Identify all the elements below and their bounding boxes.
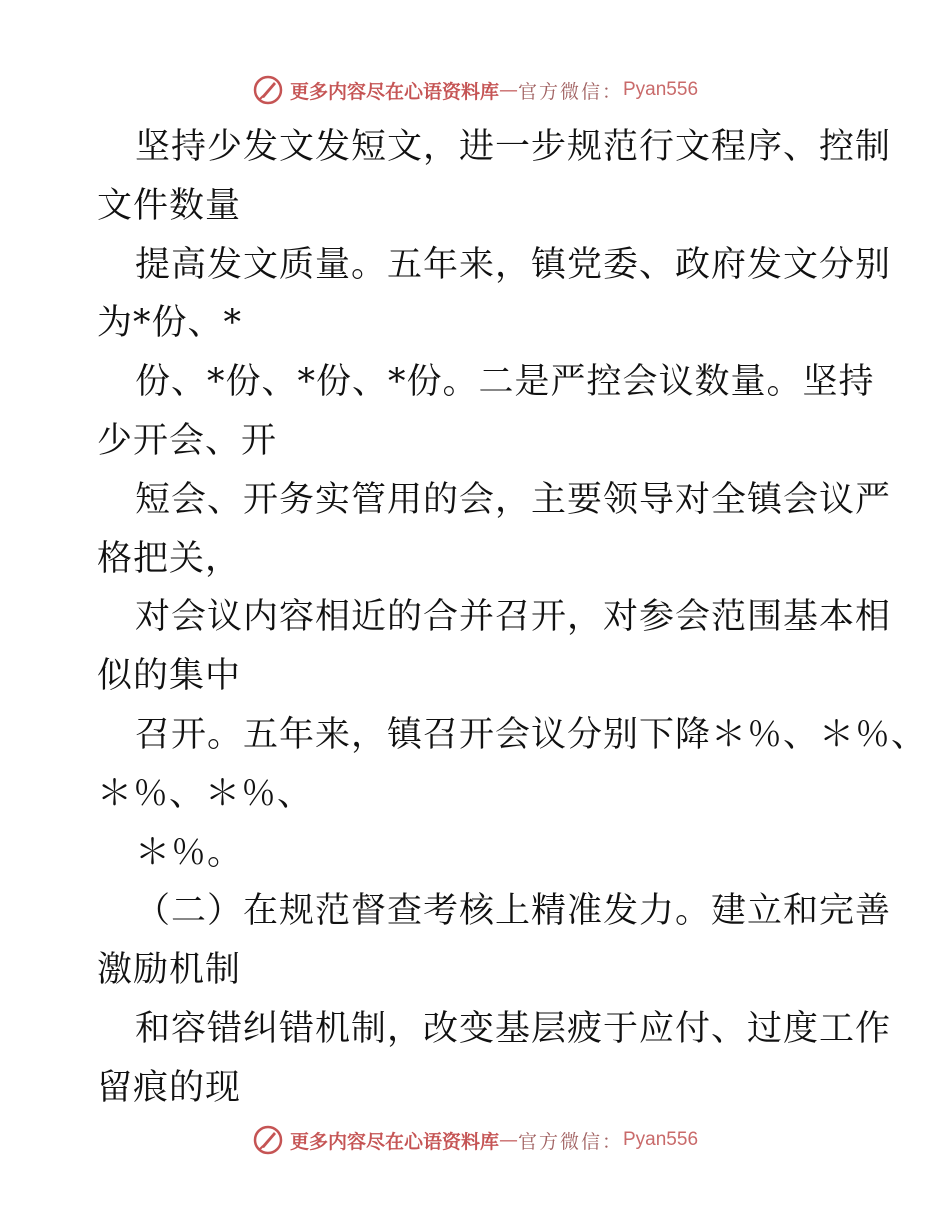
text-line: 激励机制: [97, 950, 242, 991]
document-body: [97, 118, 928, 1118]
text-line: 似的集中: [97, 656, 242, 697]
text-line: 留痕的现: [97, 1067, 242, 1108]
text-line: 对会议内容相近的合并召开，对参会范围基本相: [135, 597, 892, 638]
quill-logo-icon: [252, 1124, 284, 1156]
watermark-id: Pyan556: [623, 79, 699, 100]
watermark-dash: —: [498, 1129, 518, 1151]
text-line: 份、*份、*份、*份。二是严控会议数量。坚持: [135, 362, 875, 403]
quill-logo-icon: [252, 74, 284, 106]
text-line: （二）在规范督查考核上精准发力。建立和完善: [135, 891, 892, 932]
watermark-brand: 更多内容尽在心语资料库: [289, 80, 499, 103]
watermark-id: Pyan556: [623, 1129, 699, 1150]
text-line: 和容错纠错机制，改变基层疲于应付、过度工作: [135, 1008, 892, 1049]
text-line: 文件数量: [97, 185, 242, 226]
text-line: 坚持少发文发短文，进一步规范行文程序、控制: [135, 127, 892, 167]
text-line: ＊％。: [135, 832, 244, 873]
text-line: 少开会、开: [97, 420, 278, 461]
text-line: 提高发文质量。五年来，镇党委、政府发文分别: [135, 244, 892, 285]
watermark-official: 官方微信：: [517, 80, 623, 103]
watermark-footer: [0, 1120, 950, 1160]
text-line: 为*份、*: [97, 303, 243, 344]
watermark-official: 官方微信：: [517, 1130, 623, 1153]
text-line: ＊％、＊％、: [97, 773, 314, 814]
text-line: 格把关，: [97, 538, 242, 579]
watermark-header: [0, 70, 950, 110]
watermark-dash: —: [498, 79, 518, 101]
watermark-brand: 更多内容尽在心语资料库: [289, 1130, 499, 1153]
text-line: 短会、开务实管用的会，主要领导对全镇会议严: [135, 479, 892, 520]
text-line: 召开。五年来，镇召开会议分别下降＊％、＊％、: [135, 714, 928, 755]
